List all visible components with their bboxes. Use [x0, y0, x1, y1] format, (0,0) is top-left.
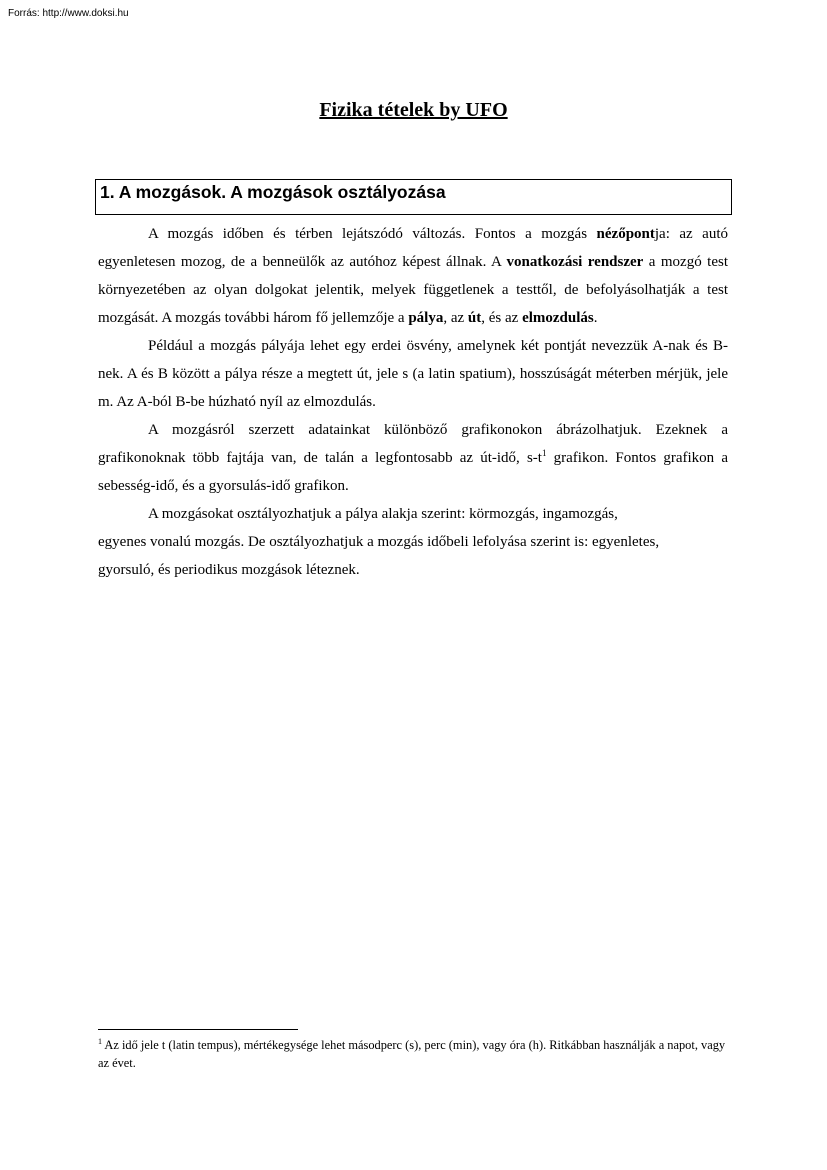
document-title: Fizika tételek by UFO: [319, 99, 508, 121]
footnote-mark: 1: [98, 1036, 102, 1046]
paragraph-1: A mozgás időben és térben lejátszódó változás. Fontos a mozgás nézőpontja: az autó egyenletesen mozog, de a benneülők az autóhoz képest állnak. A vonatkozási rendszer a mozgó test környezetében az olyan dolgokat jelentik, melyek függetlenek a testtől, de befolyásolhatják a test mozgását. A mozgás további három fő jellemzője a pálya, az út, és az elmozdulás.: [98, 226, 728, 326]
section-heading-box: [95, 179, 732, 215]
section-heading: 1. A mozgások. A mozgások osztályozása: [100, 182, 446, 202]
paragraph-3: A mozgásról szerzett adatainkat különböző grafikonokon ábrázolhatjuk. Ezeknek a grafikonoknak több fajtája van, de talán a legfontosabb az út-idő, s-t$^1$ grafikon. Fontos grafikon a sebesség-idő, és a gyorsulás-idő grafikon.: [98, 422, 728, 494]
footnote-reference: 1: [541, 448, 547, 458]
footnote-separator: [98, 1029, 298, 1030]
footnote-text: Az idő jele t (latin tempus), mértékegysége lehet másodperc (s), perc (min), vagy óra (h). Ritkábban használják a napot, vagy az évet.: [98, 1038, 726, 1070]
source-label: Forrás: http://www.doksi.hu: [8, 8, 129, 19]
paragraph-4-line-3: gyorsuló, és periodikus mozgások léteznek.: [98, 562, 360, 578]
bold-term: nézőpont: [596, 226, 655, 242]
bold-term: pálya: [408, 310, 444, 326]
bold-term: vonatkozási rendszer: [506, 254, 644, 270]
bold-term: elmozdulás: [522, 310, 594, 326]
body-text: [98, 220, 728, 584]
paragraph-2: Például a mozgás pályája lehet egy erdei ösvény, amelynek két pontját nevezzük A-nak és B-nek. A és B között a pálya része a megtett út, jele s (a latin spatium), hosszúságát méterben mérjük, jele m. Az A-ból B-be húzható nyíl az elmozdulás.: [98, 338, 728, 410]
paragraph-4: A mozgásokat osztályozhatjuk a pálya alakja szerint: körmozgás, ingamozgás,: [148, 506, 618, 522]
paragraph-4-line-2: egyenes vonalú mozgás. De osztályozhatjuk a mozgás időbeli lefolyása szerint is: egyenletes,: [98, 534, 660, 550]
bold-term: út: [467, 310, 482, 326]
footnote: [98, 1036, 728, 1072]
